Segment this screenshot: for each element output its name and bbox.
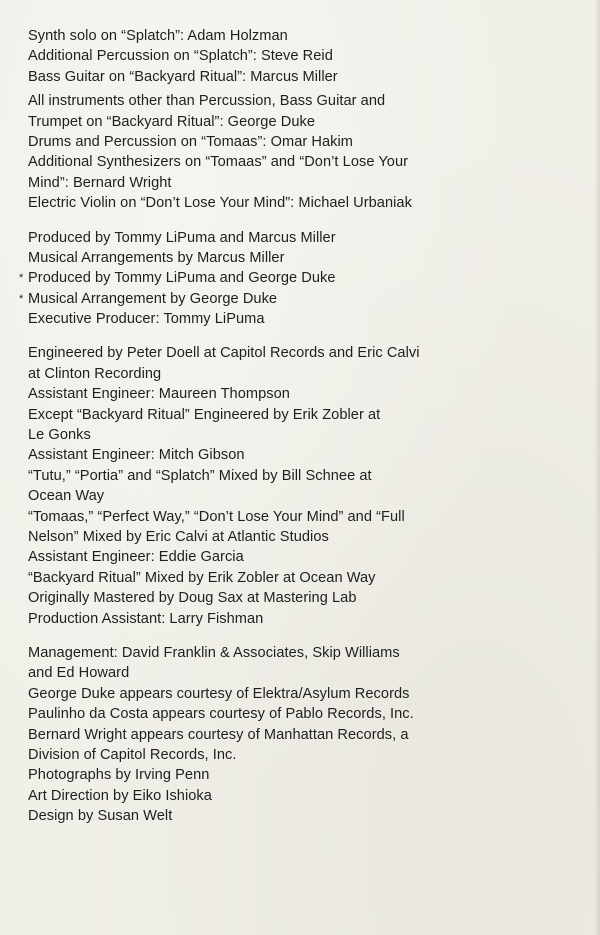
credit-line: [19, 268, 498, 288]
credit-line: [19, 289, 498, 309]
credit-line: [28, 445, 498, 465]
credit-text: Design by Susan Welt: [28, 808, 173, 825]
credit-line: [28, 152, 498, 172]
credit-line: [28, 547, 498, 567]
credit-line: [28, 507, 498, 527]
credits-block: [28, 343, 498, 628]
credit-text: Except “Backyard Ritual” Engineered by Erik Zobler at: [28, 406, 381, 423]
credit-line: [28, 405, 498, 425]
credit-text: Trumpet on “Backyard Ritual”: George Duke: [28, 113, 316, 130]
credit-line: [28, 725, 498, 745]
credit-text: Produced by Tommy LiPuma and Marcus Miller: [28, 229, 336, 246]
credit-line: [28, 193, 498, 213]
credit-line: [28, 228, 498, 248]
credit-text: Additional Synthesizers on “Tomaas” and “Don’t Lose Your: [28, 154, 409, 171]
credit-text: and Ed Howard: [28, 665, 130, 682]
credit-text: Originally Mastered by Doug Sax at Mastering Lab: [28, 590, 357, 607]
credit-line: [28, 466, 498, 486]
credit-text: Photographs by Irving Penn: [28, 767, 210, 784]
credit-line: [28, 806, 498, 826]
credit-text: Assistant Engineer: Eddie Garcia: [28, 549, 244, 566]
credit-line: [28, 384, 498, 404]
credit-line: [28, 91, 498, 111]
credit-text: Musical Arrangement by George Duke: [28, 290, 278, 307]
credit-text: Drums and Percussion on “Tomaas”: Omar Hakim: [28, 133, 353, 150]
credit-line: [28, 527, 498, 547]
credits-text: [19, 26, 498, 826]
credit-line: [28, 643, 498, 663]
credit-line: [28, 765, 498, 785]
credit-text: All instruments other than Percussion, Bass Guitar and: [28, 93, 386, 110]
credit-text: Division of Capitol Records, Inc.: [28, 746, 237, 763]
credit-text: Engineered by Peter Doell at Capitol Records and Eric Calvi: [28, 345, 420, 362]
credit-text: Ocean Way: [28, 488, 105, 505]
credit-text: “Tutu,” “Portia” and “Splatch” Mixed by Bill Schnee at: [28, 467, 372, 484]
credit-line: [28, 684, 498, 704]
credit-text: Synth solo on “Splatch”: Adam Holzman: [28, 28, 288, 44]
credit-text: Management: David Franklin & Associates, Skip Williams: [28, 644, 400, 661]
credit-line: [28, 588, 498, 608]
credit-line: [28, 132, 498, 152]
credit-text: “Backyard Ritual” Mixed by Erik Zobler at Ocean Way: [28, 569, 376, 586]
credit-text: Executive Producer: Tommy LiPuma: [28, 311, 265, 328]
paper-edge-shadow: [594, 0, 600, 935]
credit-text: Production Assistant: Larry Fishman: [28, 610, 264, 627]
credit-line: [28, 425, 498, 445]
asterisk-marker: *: [19, 272, 24, 285]
credit-line: [28, 309, 498, 329]
credit-line: [28, 364, 498, 384]
credit-text: George Duke appears courtesy of Elektra/Asylum Records: [28, 685, 410, 702]
credit-text: “Tomaas,” “Perfect Way,” “Don’t Lose Your Mind” and “Full: [28, 508, 405, 525]
credit-text: Produced by Tommy LiPuma and George Duke: [28, 270, 336, 287]
credits-block: [19, 228, 498, 330]
credit-line: [28, 343, 498, 363]
credits-block: [28, 643, 498, 827]
credit-line: [28, 46, 498, 66]
credit-line: [28, 67, 498, 87]
credit-line: [28, 663, 498, 683]
credit-line: [28, 786, 498, 806]
credit-text: Nelson” Mixed by Eric Calvi at Atlantic Studios: [28, 528, 329, 545]
credit-text: Additional Percussion on “Splatch”: Steve Reid: [28, 48, 333, 65]
credit-text: Electric Violin on “Don’t Lose Your Mind”: Michael Urbaniak: [28, 195, 412, 212]
credit-text: Le Gonks: [28, 427, 91, 444]
credit-text: Musical Arrangements by Marcus Miller: [28, 249, 285, 266]
credit-line: [28, 486, 498, 506]
credit-text: Assistant Engineer: Maureen Thompson: [28, 386, 290, 403]
credit-line: [28, 112, 498, 132]
credits-block: [28, 26, 498, 87]
credit-line: [28, 609, 498, 629]
credit-text: Bass Guitar on “Backyard Ritual”: Marcus Miller: [28, 68, 338, 85]
credit-text: Art Direction by Eiko Ishioka: [28, 787, 212, 804]
credit-line: [28, 704, 498, 724]
credit-text: Bernard Wright appears courtesy of Manhattan Records, a: [28, 726, 409, 743]
credit-line: [28, 248, 498, 268]
credit-text: at Clinton Recording: [28, 365, 162, 382]
credit-line: [28, 568, 498, 588]
credit-line: [28, 173, 498, 193]
credits-block: [28, 91, 498, 213]
asterisk-marker: *: [19, 292, 24, 305]
credit-text: Mind”: Bernard Wright: [28, 174, 172, 191]
credit-line: [28, 745, 498, 765]
credit-text: Paulinho da Costa appears courtesy of Pablo Records, Inc.: [28, 706, 414, 723]
credit-line: [28, 26, 498, 46]
credit-text: Assistant Engineer: Mitch Gibson: [28, 447, 245, 464]
